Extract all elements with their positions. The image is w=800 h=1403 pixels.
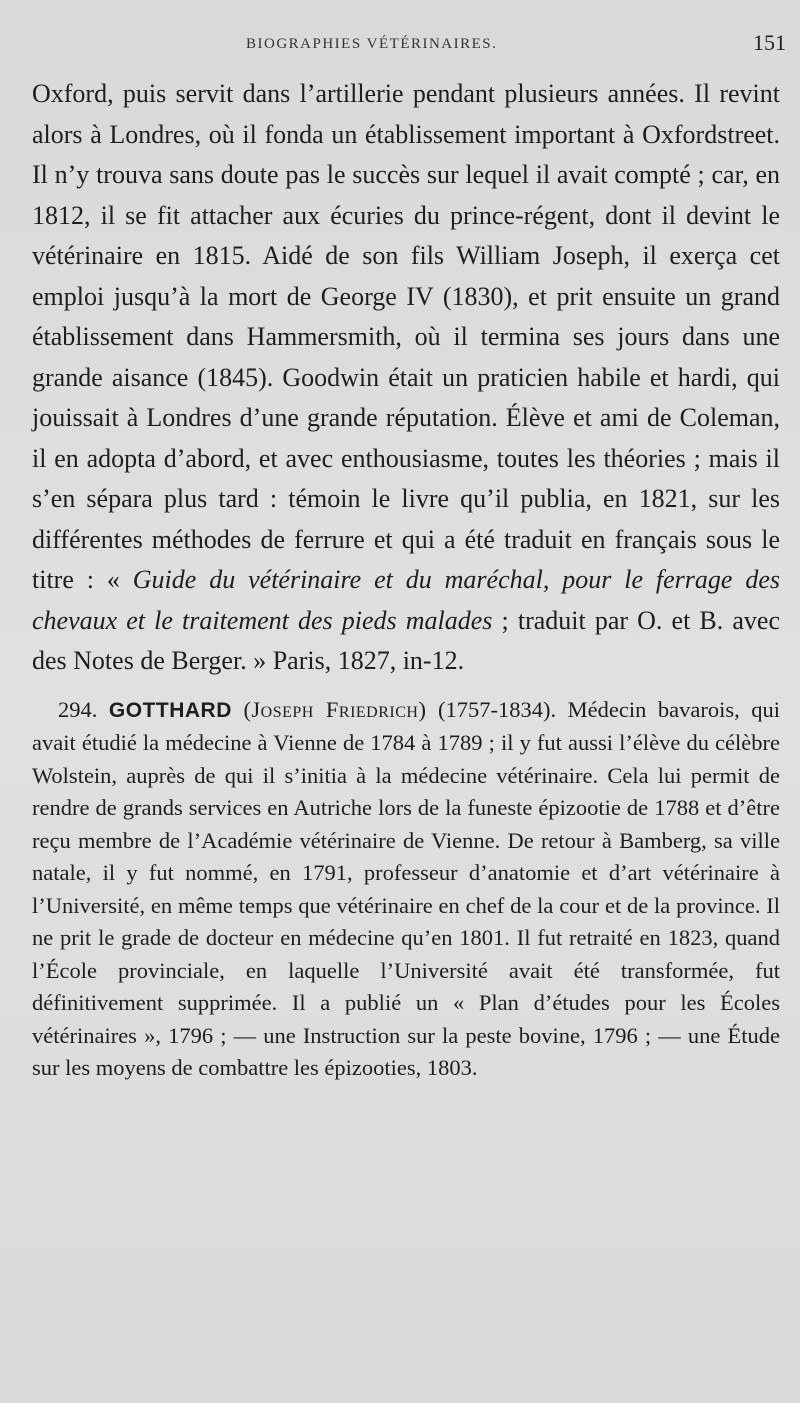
running-header [32, 30, 786, 60]
entry-text: (1757-1834). Médecin bavarois, qui avait étudié la médecine à Vienne de 1784 à 1789 ; il y fut aussi l’élève du célèbre Wolstein, auprès de qui il s’initia à la médecine vétérinaire. Cela lui permit de rendre de grands services en Autriche lors de la funeste épizootie de 1788 et d’être reçu membre de l’Académie vétérinaire de Vienne. De retour à Bamberg, sa ville natale, il y fut nommé, en 1791, professeur d’anatomie et d’art vétérinaire à l’Université, en même temps que vétérinaire en chef de la cour et de la province. Il ne prit le grade de docteur en médecine qu’en 1801. Il fut retraité en 1823, quand l’École provinciale, en laquelle l’Université avait été transformée, fut définitivement supprimée. Il a publié un « Plan d’études pour les Écoles vétérinaires », 1796 ; — une Instruction sur la peste bovine, 1796 ; — une Étude sur les moyens de combattre les épizooties, 1803. [32, 696, 781, 1080]
book-title: Guide du vétérinaire et du maréchal, pour le ferrage des chevaux et le traitement des pieds malades [32, 565, 781, 635]
paragraph-text: Oxford, puis servit dans l’artillerie pendant plusieurs années. Il revint alors à Londres, où il fonda un établissement important à Oxfordstreet. Il n’y trouva sans doute pas le succès sur lequel il avait compté ; car, en 1812, il se fit attacher aux écuries du prince-régent, dont il devint le vétérinaire en 1815. Aidé de son fils William Joseph, il exerça cet emploi jusqu’à la mort de George IV (1830), et prit ensuite un grand établissement dans Hammersmith, où il termina ses jours dans une grande aisance (1845). Goodwin était un praticien habile et hardi, qui jouissait à Londres d’une grande réputation. Élève et ami de Coleman, il en adopta d’abord, et avec enthousiasme, toutes les théories ; mais il s’en sépara plus tard : témoin le livre qu’il publia, en 1821, sur les différentes méthodes de ferrure et qui a été traduit en français sous le titre : « [32, 79, 780, 594]
entry-number: 294. [58, 696, 98, 722]
page-number: 151 [753, 30, 786, 55]
running-title: BIOGRAPHIES VÉTÉRINAIRES. [246, 36, 498, 52]
entry-294-gotthard [32, 694, 780, 1085]
body-text [32, 74, 780, 1107]
paragraph-text-end: ; traduit par O. et B. avec des Notes de Berger. » Paris, 1827, in-12. [32, 605, 780, 675]
entry-given-names: (Joseph Friedrich) [243, 696, 427, 722]
paragraph-goodwin-continuation [32, 74, 780, 682]
entry-name: GOTTHARD [108, 698, 232, 722]
